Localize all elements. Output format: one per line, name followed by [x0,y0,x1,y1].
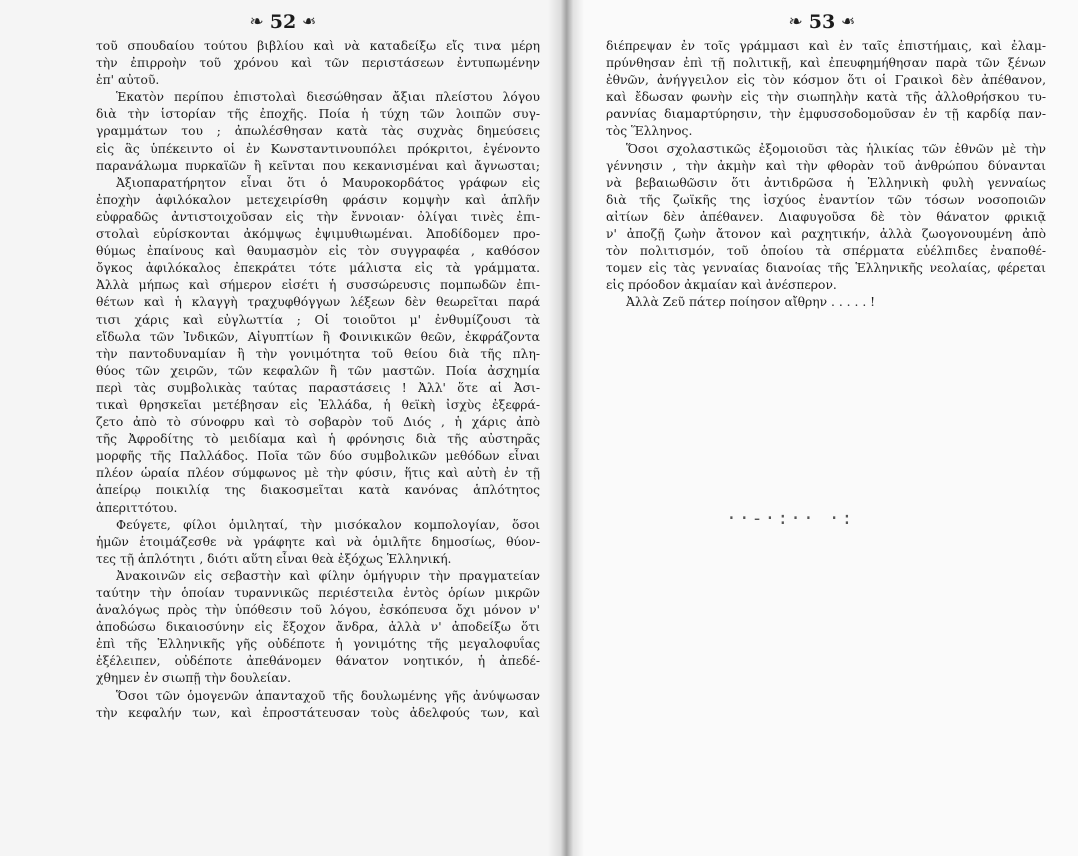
text-line: πλέον ὡραία πλέον σύμφωνος μὲ τὴν φύσιν, ἥτις καὶ αὐτὴ ἐν τῇ [96,466,540,481]
text-line: ἀποδώσω δικαιοσύνην εἰς ἔξοχον ἄνδρα, ἀλλὰ ν' ἀποδείξω ὅτι [96,620,540,635]
text-line: διὰ τὴν ἱστορίαν τῆς ἐποχῆς. Ποία ἡ τύχη τῶν λοιπῶν συγ- [96,107,540,122]
text-line: ταύτην τὴν ὁποίαν τυραννικῶς περιέστειλα ἐντὸς ὁρίων μικρῶν [96,586,540,600]
fleuron-right-icon: ❧ [843,12,856,32]
text-line: τικαὶ θρησκεῖαι μετέβησαν εἰς Ἑλλάδα, ἡ θεϊκὴ ἰσχὺς ἐξεφρά- [96,397,540,412]
text-line: τες τῇ ἁπλότητι , διότι αὕτη εἶναι θεὰ ἐξόχως Ἑλληνική. [96,551,452,566]
fleuron-left-icon: ❧ [249,12,262,32]
left-text-block [96,38,540,722]
text-line: ραννίας διαμαρτύρησιν, τὴν ἐμφυσσοδομοῦσαν ἐν τῇ καρδίᾳ παν- [606,107,1046,122]
text-line: στολαὶ εὑρίσκονται ἀκόμψως ἐψιμυθιωμέναι. Ἀποδίδομεν προ- [96,227,540,242]
fleuron-left-icon: ❧ [788,12,801,32]
text-line: εὐφραδῶς ἀντιστοιχοῦσαν εἰς τὴν ἔννοιαν· ὀλίγαι τινὲς ἐπι- [96,209,540,224]
text-line: αἰτίων δὲν ἀπέθανεν. Διαφυγοῦσα δὲ τὸν θάνατον φρικιᾷ [606,209,1046,224]
text-line: τοῦ σπουδαίου τούτου βιβλίου καὶ νὰ καταδείξω εἴς τινα μέρη [96,39,540,53]
text-line: ἀναλόγως πρὸς τὴν ὑπόθεσιν τοῦ λόγου, ἐσκόπευσα ὄχι μόνον ν' [96,603,540,618]
right-page [566,0,1078,856]
book-gutter [548,0,584,856]
text-line: ἀπείρῳ ποικιλίᾳ της διακοσμεῖται κατὰ κανόνας ἁπλότητος [96,483,540,498]
left-running-head [0,10,566,34]
text-line: μορφῆς τῆς Παλλάδος. Ποῖα τῶν δύο συμβολικῶν μεθόδων εἶναι [96,449,540,464]
text-line: Ἑκατὸν περίπου ἐπιστολαὶ διεσώθησαν ἄξιαι πλείστου λόγου [116,90,540,105]
text-line: τὸν πολιτισμόν, τοῦ ὁποίου τὰ σπέρματα εὐέλπιδες ἐναποθέ- [606,244,1046,259]
text-line: τισι χάρις καὶ εὐγλωττία ; Οἱ τοιοῦτοι μ' ἐνθυμίζουσι τὰ [96,312,540,327]
text-line: διέπρεψαν ἐν τοῖς γράμμασι καὶ ἐν ταῖς ἐπιστήμαις, καὶ ἐλαμ- [606,39,1046,53]
text-line: εἴδωλα τῶν Ἰνδικῶν, Αἰγυπτίων ἢ Φοινικικῶν θεῶν, ἐκφράζοντα [96,329,540,344]
text-line: ἀπεριττότου. [96,500,178,515]
text-line: ἐπὶ τῆς Ἑλληνικῆς γῆς οὐδέποτε ἡ γονιμότης τῆς μεγαλοφυΐας [96,637,540,652]
text-line: Ἀλλὰ Ζεῦ πάτερ ποίησον αἴθρην . . . . . ! [626,295,876,310]
text-line: παρανάλωμα πυρκαϊῶν ἢ κεῖνται που κεκανισμέναι καὶ ἄγνωσται; [96,158,540,173]
text-line: Ὅσοι σχολαστικῶς ἐξομοιοῦσι τὰς ἡλικίας τῶν ἐθνῶν μὲ τὴν [626,141,1046,156]
text-line: τὴν παντοδυναμίαν ἢ τὴν γονιμότητα τοῦ θείου διὰ τῆς πλη- [96,346,540,361]
text-line: τὴν κεφαλήν των, καὶ ἐπροστάτευσαν τοὺς ἀδελφούς των, καὶ [96,705,540,720]
text-line: καὶ ἔδωσαν φωνὴν εἰς τὴν σιωπηλὴν κατὰ τῆς ἀλλοθρήσκου τυ- [606,90,1046,105]
text-line: ζετο ἀπὸ τὸ σύνοφρυ καὶ τὸ σοβαρὸν τοῦ Διός , ἡ χάρις ἀπὸ [96,415,540,430]
text-line: ἐθνῶν, ἀνήγγειλον εἰς τὸν κόσμον ὅτι οἱ Γραικοὶ δὲν ἀπέθανον, [606,73,1046,88]
text-line: τομεν εἰς τὰς γενναίας διανοίας τῆς Ἑλληνικῆς νεολαίας, φέρεται [606,261,1046,276]
text-line: τὴν ἐπιρροὴν τοῦ χρόνου καὶ τῶν περιστάσεων ἐντυπωμένην [96,56,540,71]
text-line: τὸς Ἕλληνος. [606,124,693,139]
text-line: πρύνθησαν ἐπὶ τῇ πολιτικῇ, καὶ ἐπευφημήθησαν παρὰ τῶν ξένων [606,56,1046,71]
text-line: γραμμάτων του ; ἀπωλέσθησαν κατὰ τὰς συχνὰς δημεύσεις [96,124,540,139]
text-line: εἰς πρόοδον ἀκμαίαν καὶ ἀνέσπερον. [606,278,837,293]
text-line: Ἀλλὰ μήπως καὶ σήμερον εἰσέτι ἡ συσσώρευσις πομπωδῶν ἐπι- [96,278,540,293]
text-line: ἐποχὴν ἀφιλόκαλον μετεχειρίσθη φράσιν κομψὴν καὶ ἁπλῆν [96,192,540,207]
text-line: εἰς ἃς ὑπέκειντο οἱ ἐν Κωνσταντινουπόλει πρόκριτοι, ἐγένοντο [96,141,540,156]
page-number: 53 [808,11,836,33]
text-line: διὰ τῆς ζωϊκῆς της ἰσχύος ἐναντίον τῶν τόσων νοσοποιῶν [606,192,1046,207]
text-line: ἐξέλειπεν, οὐδέποτε ἀπεθάνομεν θάνατον νοητικόν, ἡ ἀπεδέ- [96,654,540,669]
fleuron-right-icon: ❧ [304,12,317,32]
text-line: Ἀνακοινῶν εἰς σεβαστὴν καὶ φίλην ὁμήγυριν τὴν πραγματείαν [116,568,540,583]
text-line: νὰ βεβαιωθῶσιν ὅτι ἀντιδρῶσα ἡ Ἑλληνικὴ φυλὴ γενναίως [606,175,1046,190]
text-line: ὄγκος ἀφιλόκαλος ἐπεκράτει τότε μάλιστα εἰς τὰ γράμματα. [96,261,540,276]
text-line: χθημεν ἐν σιωπῇ τὴν δουλείαν. [96,671,292,686]
text-line: ἡμῶν ἑτοιμάζεσθε νὰ γράφητε καὶ νὰ ὁμιλῆτε δημοσίως, θύον- [96,534,540,549]
pen-marks: ··-·:·· ·: [726,508,855,529]
text-line: Ὅσοι τῶν ὁμογενῶν ἁπανταχοῦ τῆς δουλωμένης γῆς ἀνύψωσαν [116,688,540,703]
text-line: ν' ἀποζῇ ζωὴν ἄτονον καὶ ραχητικήν, ἀλλὰ ζωογονουμένη ἀπὸ [606,227,1046,242]
text-line: Φεύγετε, φίλοι ὁμιληταί, τὴν μισόκαλον κομπολογίαν, ὅσοι [116,517,540,532]
text-line: θέτων καὶ ἡ κλαγγὴ τραχυφθόγγων λέξεων δὲν θεωρεῖται παρά [96,295,540,310]
text-line: Ἀξιοπαρατήρητον εἶναι ὅτι ὁ Μαυροκορδάτος γράφων εἰς [116,175,540,190]
text-line: περὶ τὰς συμβολικὰς ταύτας παραστάσεις ! Ἀλλ' ὅτε αἱ Ἀσι- [96,380,540,395]
right-running-head [566,10,1078,34]
text-line: ἐπ' αὐτοῦ. [96,73,160,88]
text-line: θύμως ἐπαίνους καὶ θαυμασμὸν εἰς τὸν συγγραφέα , καθόσον [96,244,540,259]
page-number: 52 [269,11,297,33]
text-line: τῆς Ἀφροδίτης τὸ μειδίαμα καὶ ἡ φρόνησις διὰ τῆς αὐστηρᾶς [96,432,540,447]
text-line: γέννησιν , τὴν ἀκμὴν καὶ τὴν φθορὰν τοῦ ἀνθρώπου δύνανται [606,158,1046,173]
text-line: θύος τῶν χειρῶν, τῶν κεφαλῶν ἢ τῶν μαστῶν. Ποία ἀσχημία [96,363,540,378]
right-text-block [606,38,1046,312]
